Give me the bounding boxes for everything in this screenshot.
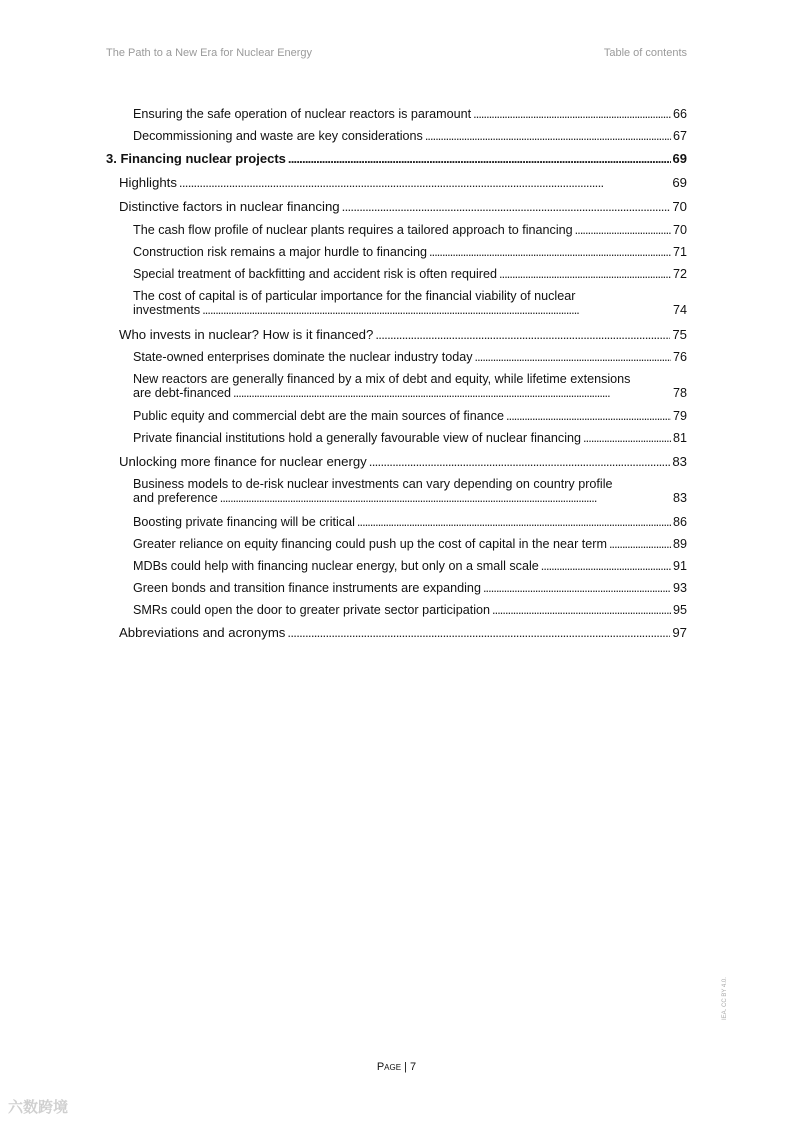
toc-leader-dots xyxy=(473,107,671,121)
page-label: Page xyxy=(376,1061,402,1073)
toc-entry-title: The cost of capital is of particular importance for the financial viability of nuclear xyxy=(133,289,576,303)
toc-entry[interactable] xyxy=(133,409,687,423)
toc-section-entry[interactable] xyxy=(119,175,687,190)
toc-leader-dots xyxy=(202,303,671,317)
toc-leader-dots xyxy=(425,129,671,143)
toc-entry-title: 3. Financing nuclear projects xyxy=(106,151,286,166)
toc-entry-title: The cash flow profile of nuclear plants requires a tailored approach to financing xyxy=(133,223,573,237)
toc-leader-dots xyxy=(429,245,671,259)
toc-entry[interactable] xyxy=(133,581,687,595)
toc-entry-title: Boosting private financing will be critical xyxy=(133,515,355,529)
toc-page-number: 83 xyxy=(672,491,687,505)
toc-page-number: 91 xyxy=(672,559,687,573)
toc-entry-title: Distinctive factors in nuclear financing xyxy=(119,199,340,214)
toc-leader-dots xyxy=(220,491,671,505)
toc-section-entry[interactable] xyxy=(119,454,687,469)
toc-entry-title: Abbreviations and acronyms xyxy=(119,625,286,640)
toc-leader-dots xyxy=(492,603,671,617)
toc-entry-title: Unlocking more finance for nuclear energy xyxy=(119,454,367,469)
toc-leader-dots xyxy=(369,454,671,469)
toc-entry[interactable] xyxy=(133,267,687,281)
toc-entry[interactable] xyxy=(133,129,687,143)
toc-entry-title: Greater reliance on equity financing could push up the cost of capital in the near term xyxy=(133,537,607,551)
toc-leader-dots xyxy=(179,175,670,190)
toc-leader-dots xyxy=(287,625,670,640)
toc-chapter-entry[interactable] xyxy=(106,151,687,166)
toc-entry-title: Ensuring the safe operation of nuclear reactors is paramount xyxy=(133,107,472,121)
toc-page-number: 72 xyxy=(672,267,687,281)
toc-entry-title: Special treatment of backfitting and accident risk is often required xyxy=(133,267,498,281)
toc-entry-title: Business models to de-risk nuclear investments can vary depending on country profile xyxy=(133,477,613,491)
toc-entry[interactable] xyxy=(133,477,687,505)
toc-leader-dots xyxy=(483,581,671,595)
toc-entry[interactable] xyxy=(133,107,687,121)
toc-entry-title: Private financial institutions hold a generally favourable view of nuclear financing xyxy=(133,431,582,445)
toc-leader-dots xyxy=(375,327,670,342)
toc-leader-dots xyxy=(583,431,671,445)
toc-leader-dots xyxy=(506,409,671,423)
toc-leader-dots xyxy=(609,537,671,551)
toc-entry[interactable] xyxy=(133,515,687,529)
running-header-section: Table of contents xyxy=(603,47,687,59)
toc-page-number: 81 xyxy=(672,431,687,445)
toc-entry-title: Who invests in nuclear? How is it financed? xyxy=(119,327,374,342)
toc-entry[interactable] xyxy=(133,559,687,573)
toc-entry-title: Construction risk remains a major hurdle to financing xyxy=(133,245,427,259)
toc-page-number: 67 xyxy=(672,129,687,143)
toc-page-number: 93 xyxy=(672,581,687,595)
toc-entry[interactable] xyxy=(133,603,687,617)
license-note: IEA. CC BY 4.0. xyxy=(722,977,728,1020)
running-header-title: The Path to a New Era for Nuclear Energy xyxy=(106,47,313,59)
toc-page-number: 89 xyxy=(672,537,687,551)
toc-section-entry[interactable] xyxy=(119,625,687,640)
toc-leader-dots xyxy=(541,559,671,573)
page-number: 7 xyxy=(410,1061,417,1073)
toc-leader-dots xyxy=(499,267,671,281)
toc-entry-title: Decommissioning and waste are key considerations xyxy=(133,129,423,143)
toc-entry[interactable] xyxy=(133,289,687,317)
toc-entry[interactable] xyxy=(133,372,687,400)
toc-entry-title: Green bonds and transition finance instruments are expanding xyxy=(133,581,481,595)
toc-page-number: 70 xyxy=(672,223,687,237)
toc-page-number: 70 xyxy=(672,199,687,214)
toc-entry[interactable] xyxy=(133,350,687,364)
toc-entry-title: State-owned enterprises dominate the nuclear industry today xyxy=(133,350,473,364)
toc-entry-title-cont: and preference xyxy=(133,491,218,505)
toc-leader-dots xyxy=(357,515,671,529)
toc-entry[interactable] xyxy=(133,431,687,445)
toc-page-number: 97 xyxy=(672,625,687,640)
page-separator: | xyxy=(401,1061,411,1073)
toc-page-number: 71 xyxy=(672,245,687,259)
toc-page-number: 76 xyxy=(672,350,687,364)
toc-leader-dots xyxy=(342,199,671,214)
toc-leader-dots xyxy=(575,223,671,237)
toc-page-number: 79 xyxy=(672,409,687,423)
toc-entry-title-cont: are debt-financed xyxy=(133,386,232,400)
toc-entry-title: MDBs could help with financing nuclear energy, but only on a small scale xyxy=(133,559,539,573)
toc-entry[interactable] xyxy=(133,537,687,551)
toc-section-entry[interactable] xyxy=(119,199,687,214)
toc-page-number: 83 xyxy=(672,454,687,469)
toc-leader-dots xyxy=(475,350,671,364)
toc-entry-title: Public equity and commercial debt are the main sources of finance xyxy=(133,409,505,423)
page-footer xyxy=(0,1061,793,1073)
toc-page-number: 74 xyxy=(672,303,687,317)
toc-page-number: 69 xyxy=(672,175,687,190)
toc-entry-title: SMRs could open the door to greater private sector participation xyxy=(133,603,491,617)
toc-page-number: 69 xyxy=(672,151,687,166)
toc-page-number: 75 xyxy=(672,327,687,342)
toc-page-number: 66 xyxy=(672,107,687,121)
toc-page-number: 78 xyxy=(672,386,687,400)
toc-leader-dots xyxy=(233,386,671,400)
toc-entry-title-cont: investments xyxy=(133,303,201,317)
toc-leader-dots xyxy=(288,151,671,166)
watermark-logo: 六数跨境 xyxy=(8,1099,69,1116)
toc-entry[interactable] xyxy=(133,245,687,259)
toc-page-number: 86 xyxy=(672,515,687,529)
toc-entry-title: Highlights xyxy=(119,175,177,190)
toc-entry-title: New reactors are generally financed by a mix of debt and equity, while lifetime extensions xyxy=(133,372,631,386)
toc-page-number: 95 xyxy=(672,603,687,617)
toc-section-entry[interactable] xyxy=(119,327,687,342)
toc-entry[interactable] xyxy=(133,223,687,237)
